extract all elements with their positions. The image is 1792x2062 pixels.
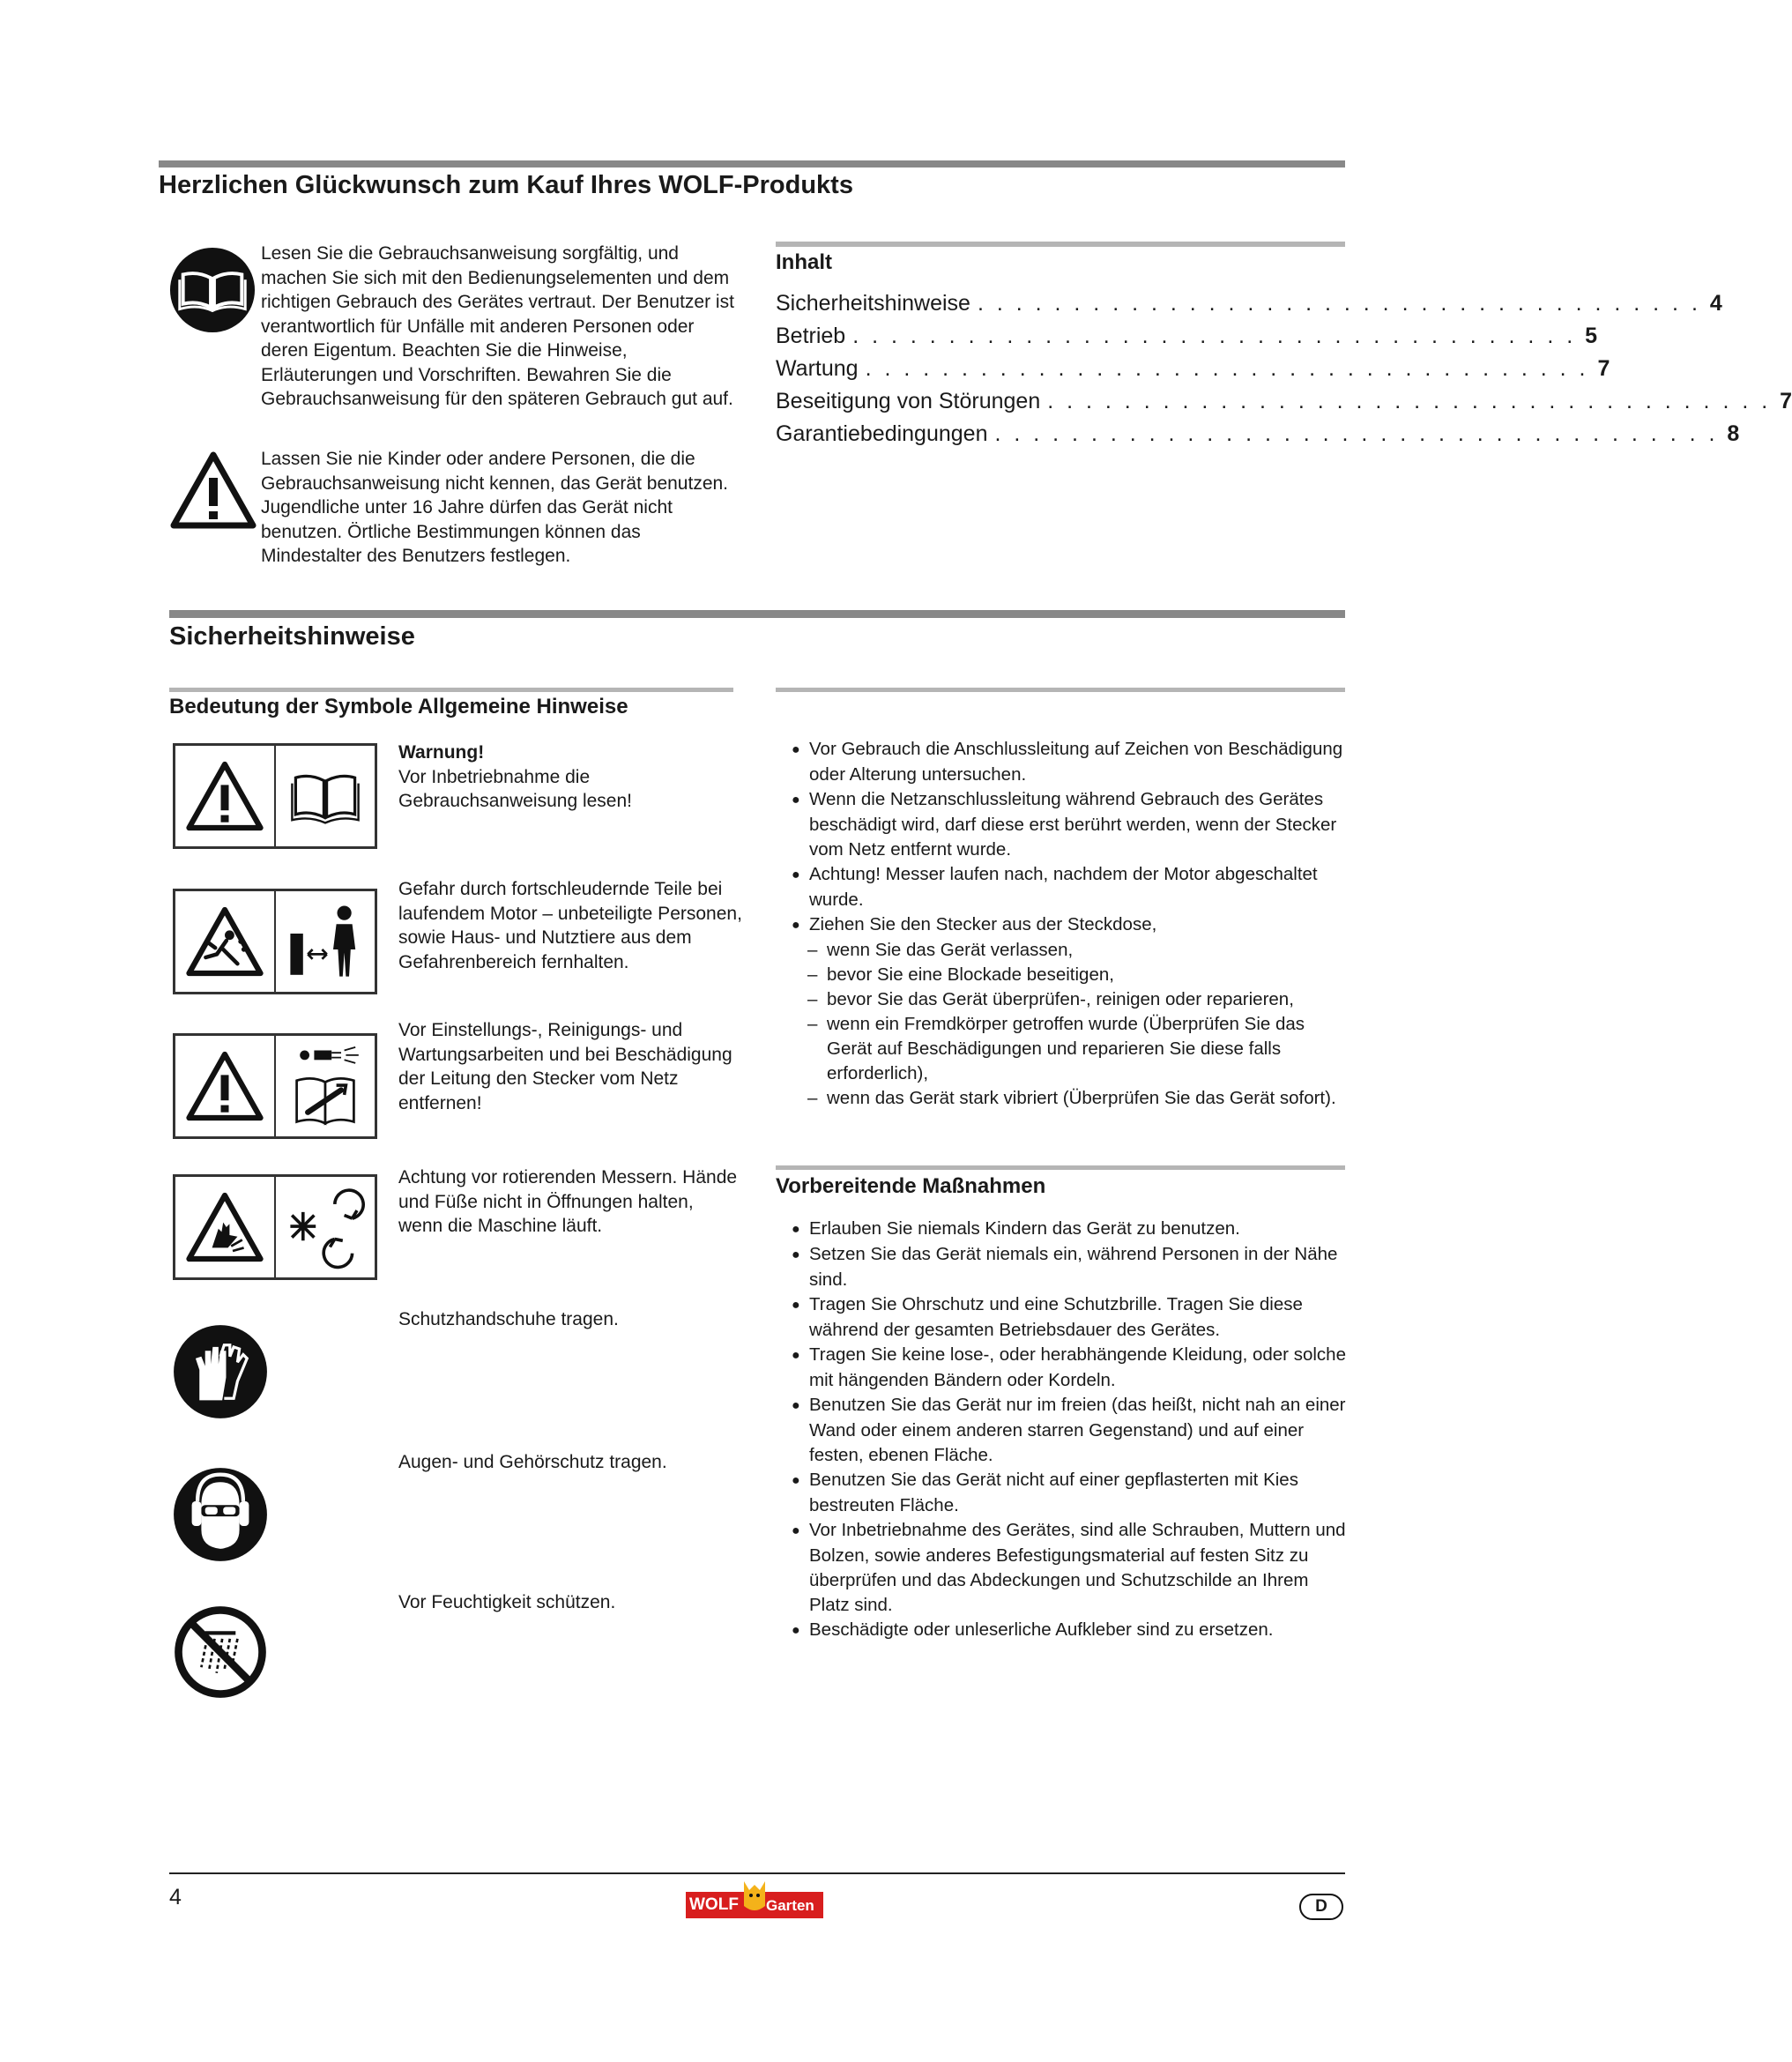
list-item: ● Vor Inbetriebnahme des Gerätes, sind alle Schrauben, Muttern und Bolzen, sowie anderes Befestigungsmaterial auf festen Sitz zu überprüfen und das Abdeckungen und Schutzschilde an Ihrem Platz sind. bbox=[776, 1518, 1349, 1618]
toc-entry[interactable] bbox=[776, 291, 1722, 323]
list-item: ● Benutzen Sie das Gerät nicht auf einer gepflasterten mit Kies bestreuten Fläche. bbox=[776, 1468, 1349, 1518]
wolf-garten-logo bbox=[684, 1880, 825, 1920]
keep-distance-icon bbox=[274, 891, 375, 992]
language-badge bbox=[1299, 1894, 1343, 1920]
symbol-warning-read-manual bbox=[173, 743, 377, 849]
toc-leader-dots: . . . . . . . . . . . . . . . . . . . . . . . . . . . . . . . . . . . . . . bbox=[977, 291, 1701, 316]
page-number: 4 bbox=[169, 1885, 182, 1909]
warning-triangle-icon bbox=[175, 1036, 274, 1136]
general-rule bbox=[776, 688, 1345, 692]
language-code: D bbox=[1315, 1897, 1327, 1916]
toc-entry-label: Sicherheitshinweise bbox=[776, 291, 970, 316]
warning-triangle-icon bbox=[169, 450, 257, 531]
toc-entry-label: Betrieb bbox=[776, 324, 846, 348]
list-item: ● Erlauben Sie niemals Kindern das Gerät zu benutzen. bbox=[776, 1217, 1349, 1242]
list-item: ● Ziehen Sie den Stecker aus der Steckdose, bbox=[776, 912, 1349, 938]
logo-text-garten: Garten bbox=[766, 1897, 814, 1914]
preparation-rule bbox=[776, 1165, 1345, 1170]
open-book-icon bbox=[274, 746, 375, 846]
preparation-heading: Vorbereitende Maßnahmen bbox=[776, 1174, 1046, 1198]
toc-entry-page: 5 bbox=[1585, 324, 1598, 348]
symbol-rotating-blades-desc: Achtung vor rotierenden Messern. Hände und Füße nicht in Öffnungen halten, wenn die Maschine läuft. bbox=[398, 1167, 738, 1236]
toc-entry-label: Beseitigung von Störungen bbox=[776, 389, 1041, 413]
list-subitem: – bevor Sie das Gerät überprüfen-, reinigen oder reparieren, bbox=[776, 987, 1349, 1012]
symbol-eye-ear-desc: Augen- und Gehörschutz tragen. bbox=[398, 1452, 667, 1472]
symbol-warning-desc: Vor Inbetriebnahme die Gebrauchsanweisung lesen! bbox=[398, 766, 633, 811]
toc-entry-page: 8 bbox=[1727, 421, 1740, 446]
eye-ear-protection-icon bbox=[173, 1467, 268, 1562]
toc-entry[interactable] bbox=[776, 356, 1610, 388]
toc-entry[interactable] bbox=[776, 421, 1740, 453]
symbol-thrown-objects bbox=[173, 889, 377, 994]
toc-entry[interactable] bbox=[776, 324, 1598, 355]
symbol-warning-title: Warnung! bbox=[398, 742, 485, 763]
list-subitem: – wenn das Gerät stark vibriert (Überprüfen Sie das Gerät sofort). bbox=[776, 1086, 1349, 1111]
toc-entry-page: 4 bbox=[1709, 291, 1722, 316]
hand-blade-warning-icon bbox=[175, 1177, 274, 1277]
toc-title: Inhalt bbox=[776, 250, 832, 274]
toc-rule bbox=[776, 242, 1345, 247]
thrown-objects-warning-icon bbox=[175, 891, 274, 992]
symbols-heading: Bedeutung der Symbole Allgemeine Hinweise bbox=[169, 695, 628, 718]
toc-entry-label: Garantiebedingungen bbox=[776, 421, 988, 446]
symbols-rule bbox=[169, 688, 733, 692]
toc-leader-dots: . . . . . . . . . . . . . . . . . . . . . . . . . . . . . . . . . . . . . . bbox=[852, 324, 1577, 348]
toc-leader-dots: . . . . . . . . . . . . . . . . . . . . . . . . . . . . . . . . . . . . . . bbox=[1047, 389, 1772, 413]
gloves-icon bbox=[173, 1324, 268, 1419]
list-item: ● Wenn die Netzanschlussleitung während Gebrauch des Gerätes beschädigt wird, darf diese erst berührt werden, wenn der Stecker vom Netz entfernt wurde. bbox=[776, 787, 1349, 862]
symbol-unplug-desc: Vor Einstellungs-, Reinigungs- und Wartungsarbeiten und bei Beschädigung der Leitung den Stecker vom Netz entfernen! bbox=[398, 1020, 732, 1113]
toc-leader-dots: . . . . . . . . . . . . . . . . . . . . . . . . . . . . . . . . . . . . . . bbox=[865, 356, 1589, 381]
unplug-wrench-icon bbox=[274, 1036, 375, 1136]
list-item: ● Beschädigte oder unleserliche Aufkleber sind zu ersetzen. bbox=[776, 1618, 1349, 1643]
symbol-text bbox=[398, 741, 742, 814]
no-moisture-icon bbox=[173, 1604, 268, 1700]
read-manual-icon bbox=[169, 247, 256, 333]
list-item: ● Tragen Sie keine lose-, oder herabhängende Kleidung, oder solche mit hängenden Bändern oder Kordeln. bbox=[776, 1343, 1349, 1393]
list-item: ● Vor Gebrauch die Anschlussleitung auf Zeichen von Beschädigung oder Alterung untersuchen. bbox=[776, 737, 1349, 787]
intro-read-instructions: Lesen Sie die Gebrauchsanweisung sorgfältig, und machen Sie sich mit den Bedienungselementen und dem richtigen Gebrauch des Gerätes vertraut. Der Benutzer ist verantwortlich für Unfälle mit anderen Personen oder deren Eigentum. Beachten Sie die Hinweise, Erläuterungen und Vorschriften. Bewahren Sie die Gebrauchsanweisung für den späteren Gebrauch gut auf. bbox=[261, 243, 734, 409]
footer-rule bbox=[169, 1872, 1345, 1874]
symbol-moisture-desc: Vor Feuchtigkeit schützen. bbox=[398, 1592, 616, 1612]
rotating-blade-icon bbox=[274, 1177, 375, 1277]
warning-triangle-icon bbox=[175, 746, 274, 846]
intro-children-warning: Lassen Sie nie Kinder oder andere Personen, die die Gebrauchsanweisung nicht kennen, das Gerät benutzen. Jugendliche unter 16 Jahre dürfen das Gerät nicht benutzen. Örtliche Bestimmungen können das Mindestalter des Benutzers festlegen. bbox=[261, 449, 729, 566]
page-title: Herzlichen Glückwunsch zum Kauf Ihres WOLF-Produkts bbox=[159, 171, 853, 199]
list-subitem: – bevor Sie eine Blockade beseitigen, bbox=[776, 963, 1349, 987]
toc-entry[interactable] bbox=[776, 389, 1792, 421]
toc-entry-page: 7 bbox=[1780, 389, 1792, 413]
symbol-unplug-before-maintenance bbox=[173, 1033, 377, 1139]
symbol-thrown-objects-desc: Gefahr durch fortschleudernde Teile bei laufendem Motor – unbeteiligte Personen, sowie Haus- und Nutztiere aus dem Gefahrenbereich fernhalten. bbox=[398, 879, 742, 972]
toc-entry-label: Wartung bbox=[776, 356, 859, 381]
list-item: ● Benutzen Sie das Gerät nur im freien (das heißt, nicht nah an einer Wand oder einem anderen starren Gegenstand) und auf einer festen, ebenen Fläche. bbox=[776, 1393, 1349, 1468]
preparation-list bbox=[776, 1217, 1349, 1643]
symbol-gloves-desc: Schutzhandschuhe tragen. bbox=[398, 1309, 619, 1329]
list-subitem: – wenn ein Fremdkörper getroffen wurde (Überprüfen Sie das Gerät auf Beschädigungen und reparieren Sie diese falls erforderlich), bbox=[776, 1012, 1349, 1086]
list-item: ● Achtung! Messer laufen nach, nachdem der Motor abgeschaltet wurde. bbox=[776, 862, 1349, 912]
symbol-rotating-blades bbox=[173, 1174, 377, 1280]
logo-text-wolf: WOLF bbox=[689, 1895, 739, 1914]
list-item: ● Setzen Sie das Gerät niemals ein, während Personen in der Nähe sind. bbox=[776, 1242, 1349, 1292]
safety-rule bbox=[169, 610, 1345, 618]
list-subitem: – wenn Sie das Gerät verlassen, bbox=[776, 938, 1349, 963]
list-item: ● Tragen Sie Ohrschutz und eine Schutzbrille. Tragen Sie diese während der gesamten Betriebsdauer des Gerätes. bbox=[776, 1292, 1349, 1343]
safety-title: Sicherheitshinweise bbox=[169, 622, 415, 651]
general-hints-list bbox=[776, 737, 1349, 1111]
toc-leader-dots: . . . . . . . . . . . . . . . . . . . . . . . . . . . . . . . . . . . . . . bbox=[994, 421, 1719, 446]
top-rule bbox=[159, 160, 1345, 167]
toc-entry-page: 7 bbox=[1597, 356, 1610, 381]
